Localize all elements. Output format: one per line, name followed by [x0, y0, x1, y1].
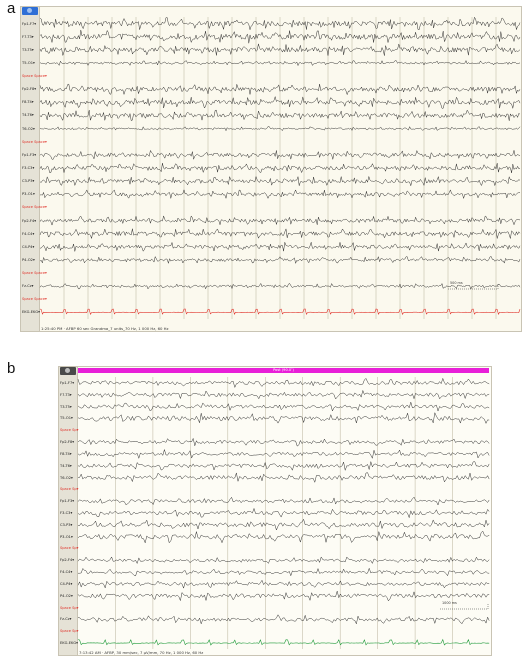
channel-label[interactable]: P3-O1▾: [60, 534, 73, 539]
time-scale-label: 500 ms: [450, 281, 463, 285]
channel-label[interactable]: P3-O1▾: [22, 192, 35, 197]
time-scale-label: 1000 ms: [442, 601, 457, 605]
recording-info-footer: 1:25:40 PM · AFBP 60 sec Grandma_7 units_70 Hz, 1 000 Hz, 60 Hz: [41, 326, 169, 331]
channel-label[interactable]: C3-P3▾: [60, 522, 73, 527]
channel-label[interactable]: T5-O1▾: [22, 60, 35, 65]
channel-label[interactable]: F4-C4▾: [60, 570, 73, 575]
eeg-viewer-panel-a: [20, 6, 522, 332]
eeg-channel-trace: [78, 413, 489, 424]
eeg-channel-trace: [78, 473, 489, 483]
spacer-channel-label[interactable]: Space Sp▾: [60, 487, 79, 492]
eeg-channel-trace: [78, 591, 489, 601]
channel-label[interactable]: F7-T3▾: [60, 392, 72, 397]
channel-label[interactable]: Fp2-F4▾: [60, 558, 75, 563]
channel-label[interactable]: EKG-EKG▾: [22, 310, 40, 315]
eeg-channel-trace: [78, 438, 489, 446]
montage-button[interactable]: [60, 367, 76, 375]
eeg-channel-trace: [78, 557, 489, 564]
channel-label[interactable]: T4-T6▾: [22, 113, 34, 118]
channel-label[interactable]: Fp1-F3▾: [60, 499, 75, 504]
eeg-channel-trace: [78, 378, 489, 387]
spacer-channel-label[interactable]: Space Space▾: [22, 139, 47, 144]
spacer-channel-label[interactable]: Space Space▾: [22, 205, 47, 210]
channel-label[interactable]: T6-O2▾: [22, 126, 35, 131]
channel-label[interactable]: Fp1-F3▾: [22, 152, 37, 157]
event-marker-label: Post (90.0″): [273, 368, 294, 372]
spacer-channel-label[interactable]: Space Sp▾: [60, 629, 79, 634]
panel-a-letter: a: [7, 0, 16, 17]
channel-label[interactable]: F3-C3▾: [22, 166, 35, 170]
channel-label[interactable]: F8-T4▾: [60, 451, 72, 456]
channel-label[interactable]: Fz-Cz▾: [22, 284, 34, 289]
channel-label[interactable]: C4-P4▾: [22, 244, 35, 249]
spacer-channel-label[interactable]: Space Sp▾: [60, 546, 79, 551]
channel-label[interactable]: P4-O2▾: [60, 593, 73, 598]
spacer-channel-label[interactable]: Space Space▾: [22, 74, 47, 79]
channel-label[interactable]: F7-T3▾: [22, 34, 34, 39]
channel-label[interactable]: C3-P3▾: [22, 179, 35, 184]
channel-label[interactable]: T3-T5▾: [22, 47, 34, 52]
eeg-trace-area: [78, 377, 490, 649]
eeg-channel-trace: [78, 615, 489, 624]
montage-button[interactable]: [22, 7, 38, 15]
eeg-channel-trace: [78, 497, 489, 505]
channel-label-column: [21, 7, 47, 331]
channel-label[interactable]: Fp1-F7▾: [60, 380, 75, 385]
eeg-channel-trace: [78, 531, 489, 543]
channel-label[interactable]: Fp2-F8▾: [22, 87, 37, 92]
eeg-channel-trace: [78, 580, 489, 588]
channel-label-column: [59, 367, 78, 655]
ekg-trace: [78, 640, 489, 645]
panel-b-letter: b: [7, 360, 16, 377]
spacer-channel-label[interactable]: Space Space▾: [22, 271, 47, 276]
event-marker-bar[interactable]: [78, 368, 489, 373]
eeg-channel-trace: [78, 390, 489, 399]
eeg-viewer-panel-b: [58, 366, 492, 656]
eeg-channel-trace: [78, 568, 489, 576]
spacer-channel-label[interactable]: Space Sp▾: [60, 605, 79, 610]
eeg-channel-trace: [78, 402, 489, 411]
channel-label[interactable]: T6-O2▾: [60, 475, 73, 480]
spacer-channel-label[interactable]: Space Space▾: [22, 297, 47, 302]
spacer-channel-label[interactable]: Space Sp▾: [60, 428, 79, 433]
channel-label[interactable]: T4-T6▾: [60, 463, 72, 468]
channel-label[interactable]: Fp2-F8▾: [60, 440, 75, 445]
channel-label[interactable]: Fp1-F7▾: [22, 21, 37, 26]
channel-label[interactable]: Fp2-F4▾: [22, 218, 37, 223]
channel-label[interactable]: C4-P4▾: [60, 581, 73, 586]
channel-label[interactable]: F3-C3▾: [60, 511, 73, 515]
eeg-trace-area: [40, 17, 520, 319]
channel-label[interactable]: T5-O1▾: [60, 416, 73, 421]
channel-label[interactable]: T3-T5▾: [60, 404, 72, 409]
channel-label[interactable]: Fz-Cz▾: [60, 617, 72, 622]
channel-label[interactable]: EKG-EKG▾: [60, 641, 78, 646]
eeg-channel-trace: [78, 519, 489, 530]
record-icon: [65, 368, 70, 373]
eeg-channel-trace: [78, 450, 489, 459]
channel-label[interactable]: F4-C4▾: [22, 231, 35, 236]
record-icon: [27, 8, 32, 13]
eeg-channel-trace: [78, 462, 489, 471]
channel-label[interactable]: P4-O2▾: [22, 257, 35, 262]
channel-label[interactable]: F8-T4▾: [22, 100, 34, 105]
eeg-channel-trace: [78, 508, 489, 517]
recording-info-footer: 7:13:42 AM · AFBP, 30 mm/sec, 7 µV/mm, 70 Hz, 1 000 Hz, 60 Hz: [79, 650, 204, 655]
